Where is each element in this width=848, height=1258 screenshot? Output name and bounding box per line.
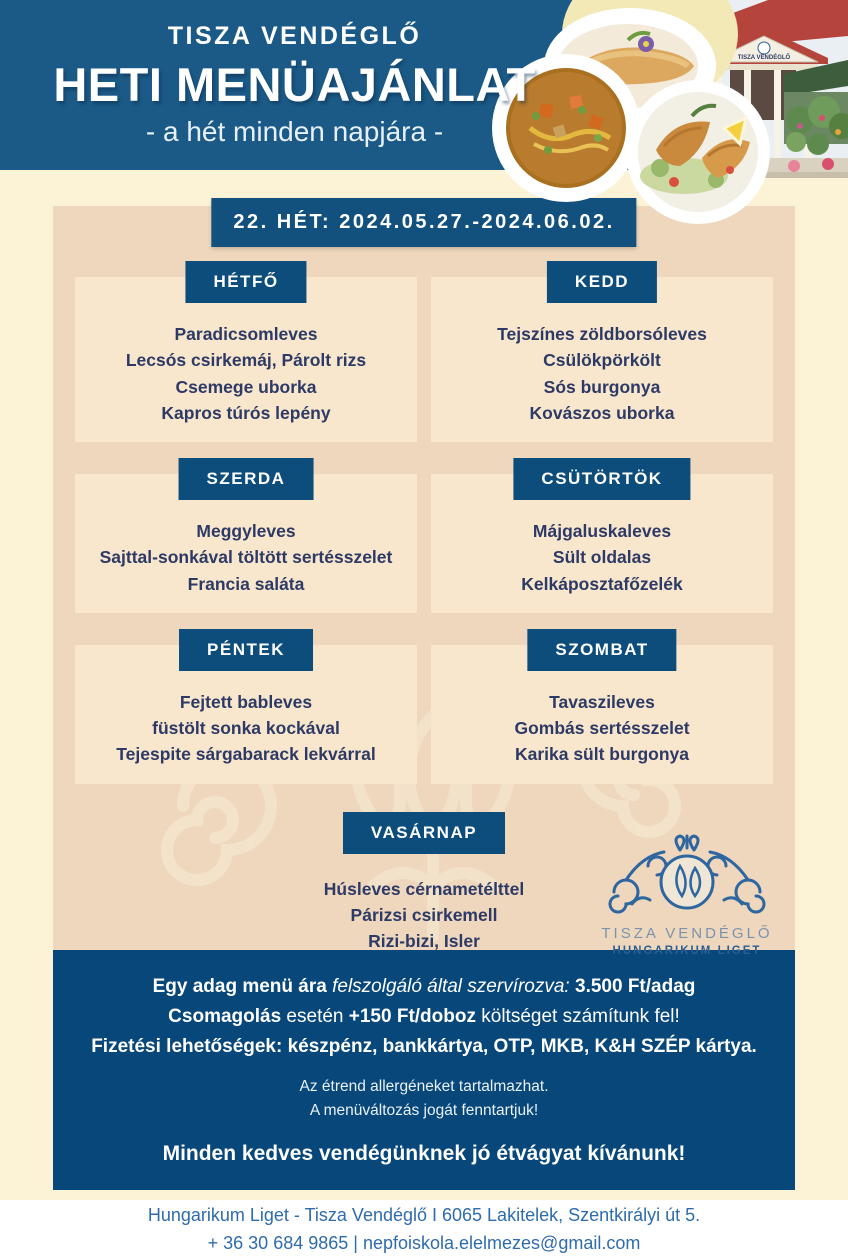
menu-item: Lecsós csirkemáj, Párolt rizs [125,350,367,371]
menu-item: Sajttal-sonkával töltött sertésszelet [99,547,393,568]
menu-item: Sós burgonya [543,376,661,397]
menu-item: Csülökpörkölt [543,350,661,371]
menu-item: Csemege uborka [175,376,317,397]
price-line-1-italic: felszolgáló által szervírozva: [332,976,575,997]
contact-phone-email: + 36 30 684 9865 | nepfoiskola.elelmezes@gmail.com [207,1232,641,1253]
day-grid [53,206,795,784]
day-chip-wednesday: SZERDA [179,458,314,500]
logo-name: TISZA VENDÉGLŐ [601,924,773,942]
menu-item: Karika sült burgonya [514,744,690,765]
day-card-tuesday [431,272,773,442]
menu-items-thursday [439,518,765,597]
menu-item: Rizi-bizi, Isler [368,931,480,951]
menu-item: Tejszínes zöldborsóleves [497,324,707,344]
menu-items-tuesday [439,321,765,426]
logo-subname: HUNGARIKUM LIGET [612,944,762,957]
building-sign-text: TISZA VENDÉGLŐ [737,55,791,61]
price-line-2 [63,1006,785,1028]
restaurant-logo [597,830,777,957]
page-title: HETI MENÜAJÁNLAT [53,58,536,111]
day-card-monday [75,272,417,442]
day-chip-sunday: VASÁRNAP [343,812,505,854]
logo-ornament [602,830,772,916]
price-line-2-rest: költséget számítunk fel! [475,1006,680,1027]
price-line-1-lead: Egy adag menü ára [152,976,333,997]
price-line-2-bold2: +150 Ft/doboz [348,1006,476,1027]
menu-item: Kovászos uborka [529,402,675,423]
footer-band [53,950,795,1190]
menu-item: Francia saláta [187,573,305,594]
menu-item: Kelkáposztafőzelék [521,573,683,594]
menu-item: Fejtett bableves [179,691,313,712]
day-chip-monday: HÉTFŐ [185,261,306,303]
week-banner: 22. HÉT: 2024.05.27.-2024.06.02. [211,198,636,247]
menu-item: Tavaszileves [549,691,655,712]
price-line-2-mid: esetén [281,1006,349,1027]
price-line-1-price: 3.500 Ft/adag [575,976,696,997]
price-line-3: Fizetési lehetőségek: készpénz, bankkártya, OTP, MKB, K&H SZÉP kártya. [91,1036,757,1057]
menu-item: Párizsi csirkemell [350,904,498,925]
content-area [53,206,795,1190]
menu-item: Meggyleves [196,521,296,541]
menu-item: Gombás sertésszelet [514,718,690,738]
day-chip-friday: PÉNTEK [179,629,313,671]
menu-item: Kapros túrós lepény [161,402,331,423]
menu-items-wednesday [83,518,409,597]
menu-items-monday [83,321,409,426]
day-chip-thursday: CSÜTÖRTÖK [513,458,690,500]
header-text-block [22,22,567,148]
bon-appetit-line: Minden kedves vendégünknek jó étvágyat kívánunk! [162,1142,686,1165]
restaurant-name: TISZA VENDÉGLŐ [167,22,422,50]
header-band [0,0,848,170]
day-chip-tuesday: KEDD [547,261,657,303]
sunday-section [53,812,795,982]
fish-plate [626,80,770,224]
contact-block [0,1202,848,1258]
contact-address: Hungarikum Liget - Tisza Vendéglő I 6065 Lakitelek, Szentkirályi út 5. [147,1205,701,1225]
menu-item: füstölt sonka kockával [152,718,340,738]
page-subtitle: - a hét minden napjára - [145,116,444,147]
menu-item: Tejespite sárgabarack lekvárral [116,744,376,765]
menu-change-note: A menüváltozás jogát fenntartjuk! [309,1102,539,1119]
day-card-saturday [431,639,773,784]
price-line-2-bold1: Csomagolás [168,1006,282,1027]
day-chip-saturday: SZOMBAT [527,629,676,671]
day-card-wednesday [75,469,417,613]
menu-items-saturday [439,689,765,768]
menu-item: Májgaluskaleves [532,521,672,541]
allergen-note: Az étrend allergéneket tartalmazhat. [299,1078,549,1095]
menu-items-friday [83,689,409,768]
menu-item: Sült oldalas [552,547,652,568]
day-card-thursday [431,469,773,613]
menu-panel [53,206,795,957]
day-card-friday [75,639,417,784]
menu-item: Paradicsomleves [174,324,318,344]
menu-item: Húsleves cérnametélttel [323,878,525,899]
